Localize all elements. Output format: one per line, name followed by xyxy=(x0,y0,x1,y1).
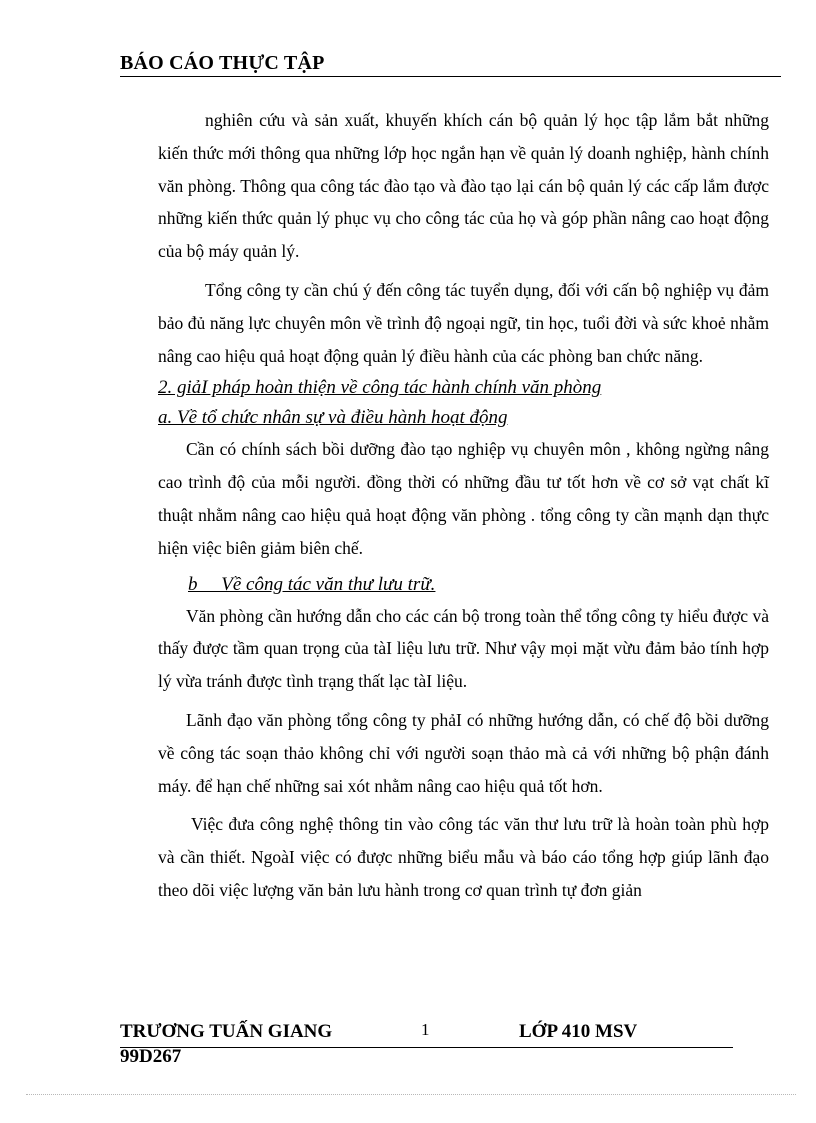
paragraph: Tổng công ty cần chú ý đến công tác tuyển dụng, đối với cấn bộ nghiệp vụ đảm bảo đủ năng lực chuyên môn về trình độ ngoại ngữ, tin học, tuổi đời và sức khoẻ nhằm nâng cao hiệu quả hoạt động quản lý điều hành của các phòng ban chức năng. xyxy=(158,279,769,366)
page-bottom-dotted-line xyxy=(26,1094,796,1095)
paragraph: Việc đưa công nghệ thông tin vào công tác văn thư lưu trữ là hoàn toàn phù hợp và cần thiết. NgoàI việc có được những biểu mẫu và báo cáo tổng hợp giúp lãnh đạo theo dõi việc lượng văn bản lưu hành trong cơ quan trình tự đơn giản xyxy=(158,814,769,900)
footer-student-id: 99D267 xyxy=(120,1046,182,1067)
section-heading: 2. giảI pháp hoàn thiện về công tác hành chính văn phòng xyxy=(158,377,602,399)
footer-author: TRƯƠNG TUẤN GIANG xyxy=(120,1021,333,1042)
document-body xyxy=(158,104,769,907)
footer-page-number: 1 xyxy=(421,1020,430,1039)
subsection-heading: b Về công tác văn thư lưu trữ. xyxy=(188,573,436,595)
header-divider xyxy=(120,76,781,77)
subsection-heading: a. Về tổ chức nhân sự và điều hành hoạt động xyxy=(158,407,508,429)
paragraph: Cần có chính sách bồi dưỡng đào tạo nghiệp vụ chuyên môn , không ngừng nâng cao trình độ của mỗi người. đồng thời có những đầu tư tốt hơn về cơ sở vạt chất kĩ thuật nhằm nâng cao hiệu quả hoạt động văn phòng . tổng công ty cần mạnh dạn thực hiện việc biên giảm biên chế. xyxy=(158,439,769,558)
footer-class-label: LỚP 410 MSV xyxy=(519,1021,638,1042)
paragraph: nghiên cứu và sản xuất, khuyến khích cán bộ quản lý học tập lắm bắt những kiến thức mới thông qua những lớp học ngắn hạn về quản lý doanh nghiệp, hành chính văn phòng. Thông qua công tác đào tạo và đào tạo lại cán bộ quản lý các cấp lắm được những kiến thức quản lý phục vụ cho công tác của họ và góp phần nâng cao hoạt động của bộ máy quản lý. xyxy=(158,110,769,262)
paragraph: Lãnh đạo văn phòng tổng công ty phảI có những hướng dẫn, có chế độ bồi dưỡng về công tác soạn thảo không chỉ với người soạn thảo mà cả với những bộ phận đánh máy. để hạn chế những sai xót nhằm nâng cao hiệu quả tốt hơn. xyxy=(158,709,769,796)
paragraph: Văn phòng cần hướng dẫn cho các cán bộ trong toàn thể tổng công ty hiểu được và thấy được tầm quan trọng của tàI liệu lưu trữ. Như vậy mọi mặt vừu đảm bảo tính hợp lý vừa tránh được tình trạng thất lạc tàI liệu. xyxy=(158,605,769,692)
footer-divider xyxy=(120,1047,733,1048)
page-header-title: BÁO CÁO THỰC TẬP xyxy=(120,52,325,74)
